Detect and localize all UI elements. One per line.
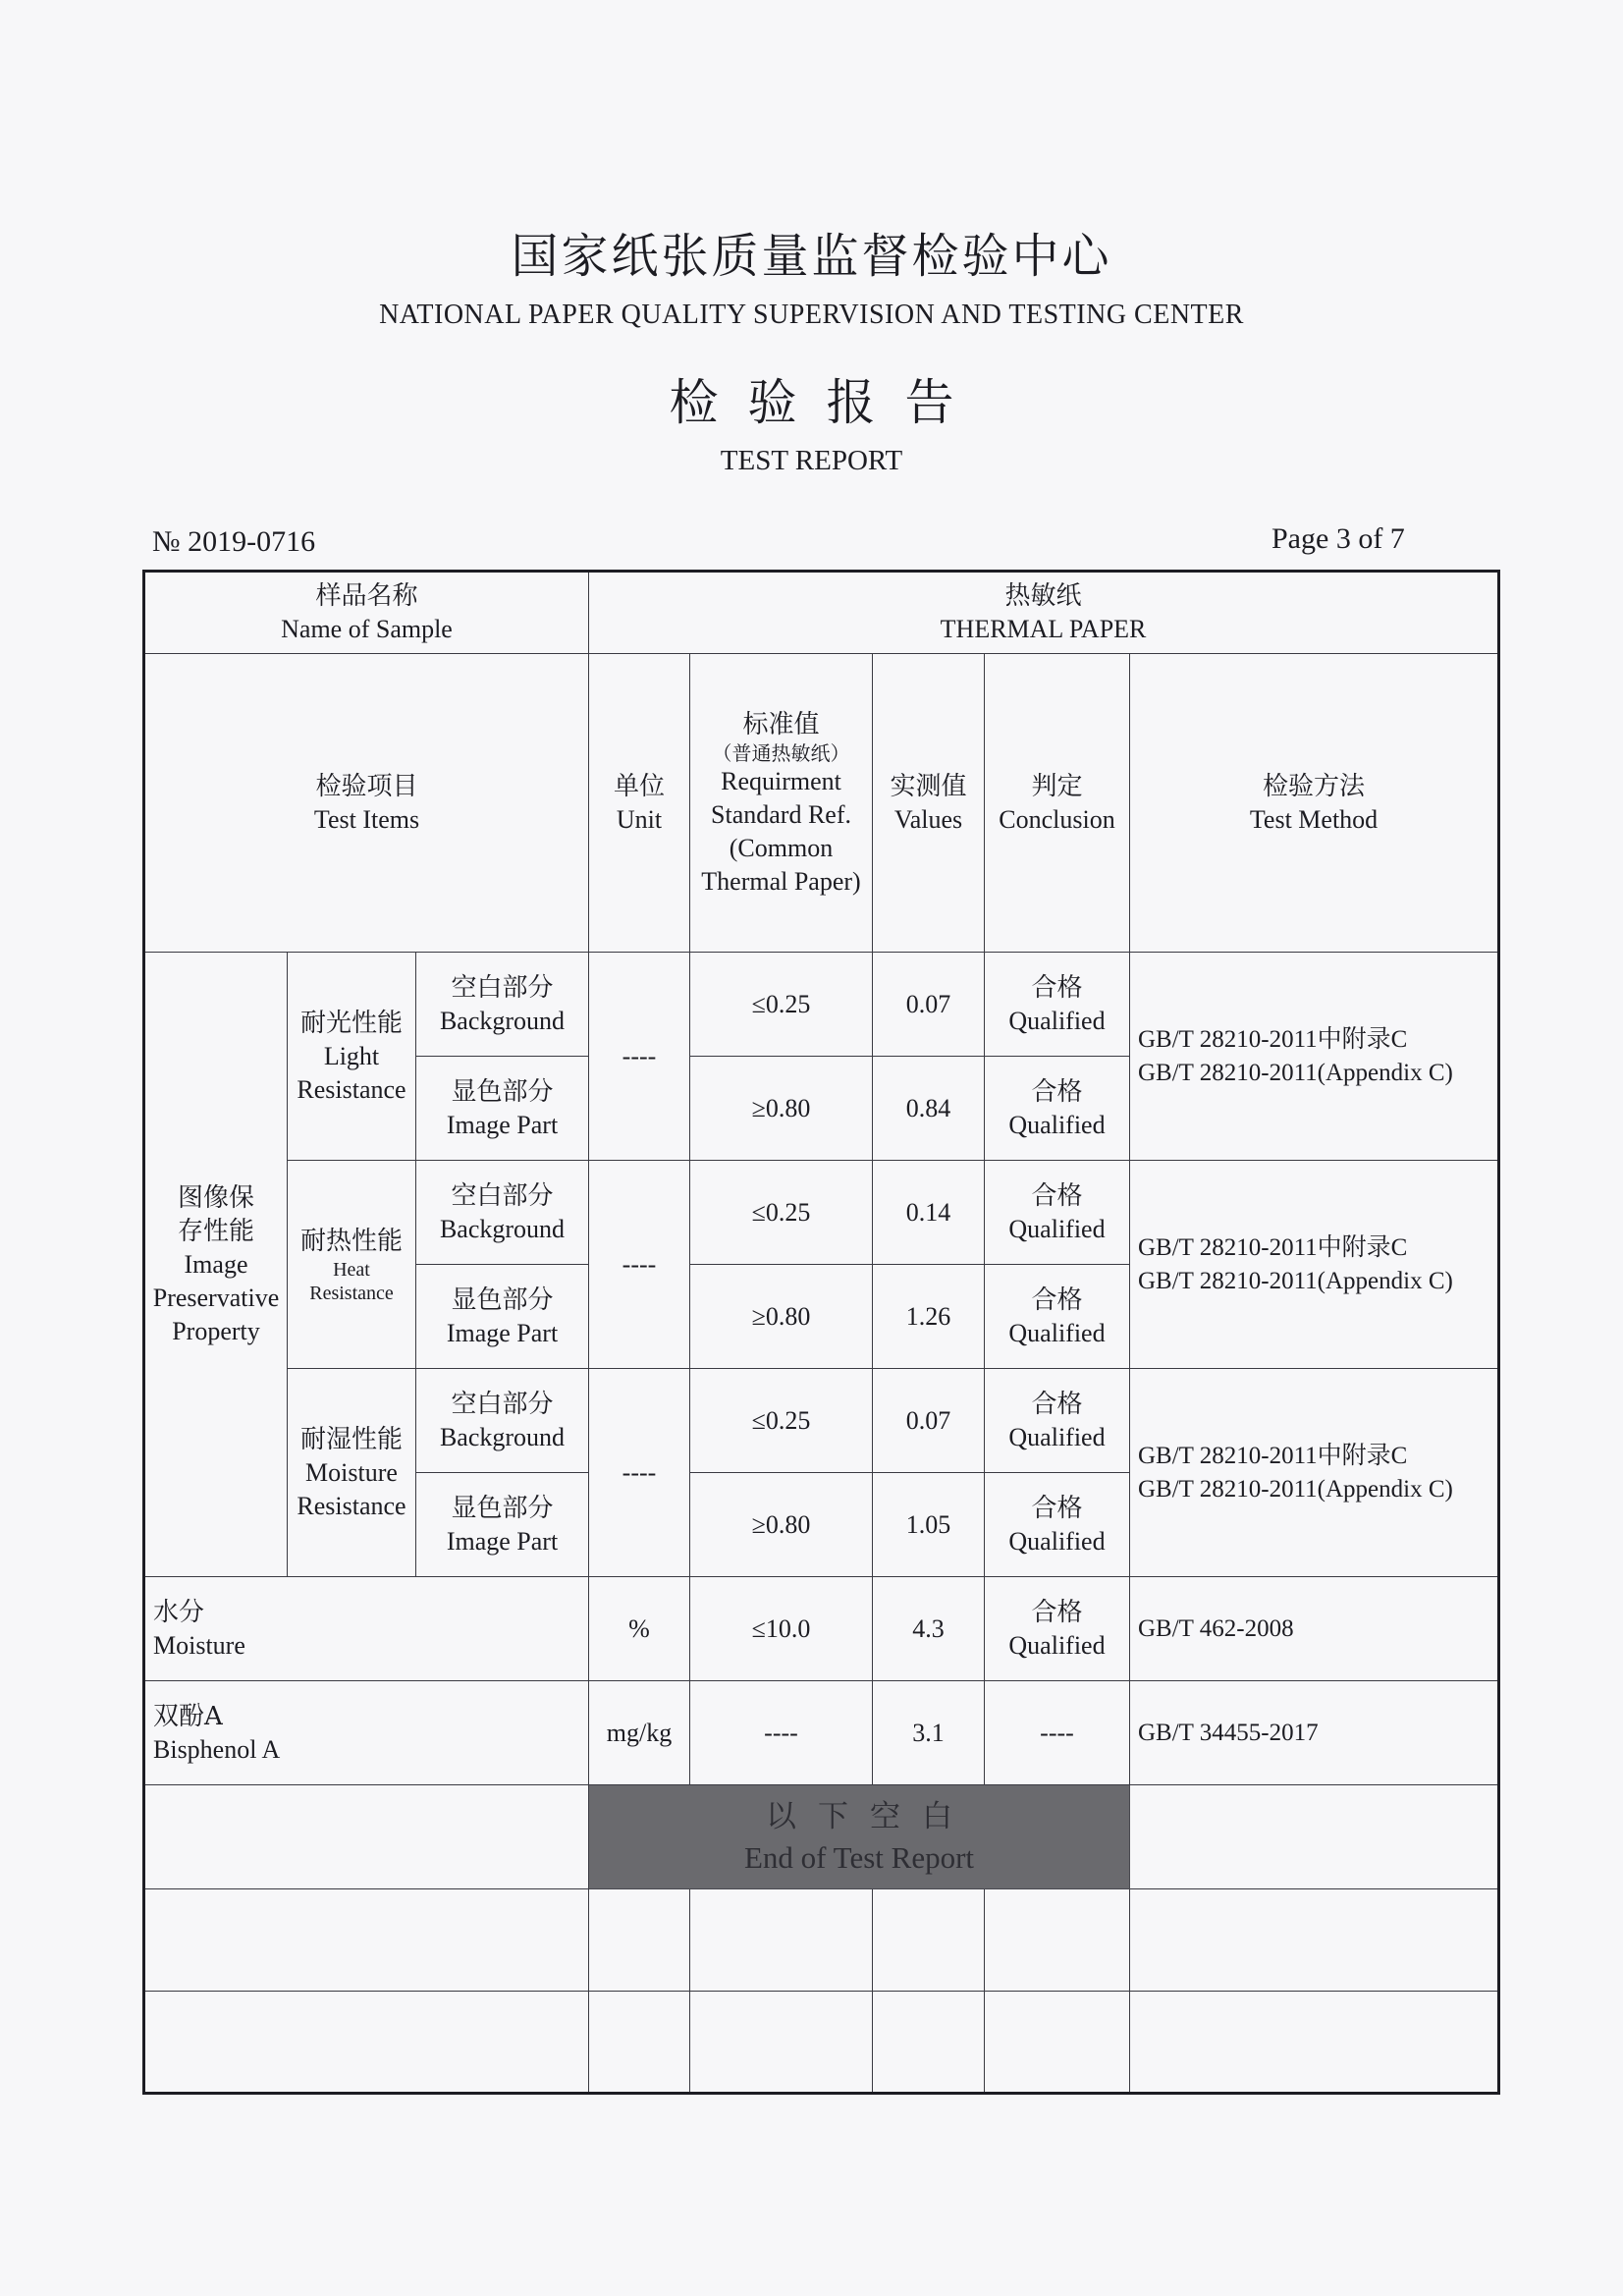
method-line-1: GB/T 28210-2011中附录C — [1138, 1442, 1408, 1469]
group-en-2: Preservative — [152, 1283, 280, 1312]
report-title-en: TEST REPORT — [720, 445, 903, 476]
empty-cell — [1130, 1992, 1499, 2094]
col-method-en: Test Method — [1249, 804, 1379, 834]
group-cn-1: 图像保 — [177, 1182, 254, 1213]
subgroup-en-2: Resistance — [297, 1074, 406, 1104]
part-cell — [416, 1161, 589, 1265]
conclusion-cn: 合格 — [1031, 1076, 1083, 1107]
empty-cell — [690, 1889, 873, 1992]
standard-cell: ≤0.25 — [690, 953, 873, 1057]
unit-cell: ---- — [589, 1161, 690, 1369]
column-header-row — [144, 654, 1499, 953]
conclusion-cell — [985, 1577, 1130, 1681]
sample-label-cell — [144, 572, 589, 654]
method-line-1: GB/T 28210-2011中附录C — [1138, 1025, 1408, 1053]
part-en: Background — [439, 1006, 566, 1035]
subgroup-en-1: Light — [323, 1041, 380, 1070]
value-cell: 4.3 — [873, 1577, 985, 1681]
method-line-2: GB/T 28210-2011(Appendix C) — [1138, 1475, 1453, 1503]
conclusion-cn: 合格 — [1031, 1389, 1083, 1419]
part-cn: 空白部分 — [451, 972, 554, 1003]
method-line-1: GB/T 28210-2011中附录C — [1138, 1233, 1408, 1261]
conclusion-cell — [985, 1161, 1130, 1265]
conclusion-cn: 合格 — [1031, 1493, 1083, 1523]
empty-cell — [589, 1889, 690, 1992]
group-image-preservative — [144, 953, 288, 1577]
table-row — [144, 1161, 1499, 1265]
report-title-cn: 检验报告 — [669, 374, 984, 431]
value-cell: 1.26 — [873, 1265, 985, 1369]
standard-cell: ≤0.25 — [690, 1369, 873, 1473]
subgroup-cn: 耐湿性能 — [299, 1424, 403, 1454]
subgroup-en-1: Moisture — [305, 1457, 398, 1487]
col-test-items-en: Test Items — [313, 804, 420, 834]
blank-row — [144, 1889, 1499, 1992]
part-cell — [416, 1473, 589, 1577]
conclusion-cell — [985, 1265, 1130, 1369]
test-results-table — [142, 570, 1500, 2095]
empty-cell — [589, 1992, 690, 2094]
part-cell — [416, 1057, 589, 1161]
unit-cell: ---- — [589, 953, 690, 1161]
subgroup-light — [288, 953, 416, 1161]
conclusion-cn: 合格 — [1031, 1285, 1083, 1315]
subgroup-moisture — [288, 1369, 416, 1577]
part-cell — [416, 1369, 589, 1473]
empty-cell — [1130, 1889, 1499, 1992]
end-cn: 以下空白 — [766, 1798, 974, 1834]
col-test-items-cn: 检验项目 — [315, 771, 418, 801]
col-standard-en-3: (Common — [729, 833, 834, 862]
part-en: Image Part — [446, 1318, 559, 1347]
bpa-en: Bisphenol A — [153, 1734, 281, 1764]
empty-cell — [144, 1785, 589, 1889]
sample-value-cn: 热敏纸 — [1004, 581, 1082, 611]
subgroup-cn: 耐光性能 — [299, 1008, 403, 1038]
part-en: Image Part — [446, 1110, 559, 1139]
conclusion-en: Qualified — [1008, 1318, 1106, 1347]
col-values-cn: 实测值 — [890, 771, 967, 801]
conclusion-cn: 合格 — [1031, 1597, 1083, 1627]
conclusion-en: Qualified — [1008, 1630, 1106, 1660]
conclusion-cell — [985, 1473, 1130, 1577]
sample-label-en: Name of Sample — [281, 615, 453, 643]
table-row — [144, 1681, 1499, 1785]
bpa-cn: 双酚A — [153, 1701, 223, 1731]
org-name-en: NATIONAL PAPER QUALITY SUPERVISION AND TESTING CENTER — [379, 300, 1244, 330]
value-cell: 0.14 — [873, 1161, 985, 1265]
unit-cell: % — [589, 1577, 690, 1681]
conclusion-cn: 合格 — [1031, 972, 1083, 1003]
blank-row — [144, 1992, 1499, 2094]
conclusion-cell — [985, 953, 1130, 1057]
method-cell: GB/T 462-2008 — [1130, 1577, 1499, 1681]
empty-cell — [144, 1889, 589, 1992]
col-standard-en-2: Standard Ref. — [711, 799, 851, 829]
standard-cell: ≤0.25 — [690, 1161, 873, 1265]
part-cn: 显色部分 — [451, 1493, 554, 1523]
subgroup-en-1: Heat — [333, 1258, 370, 1281]
col-unit-en: Unit — [616, 804, 663, 834]
value-cell: 3.1 — [873, 1681, 985, 1785]
empty-cell — [985, 1992, 1130, 2094]
col-method-cn: 检验方法 — [1263, 771, 1366, 801]
part-cn: 显色部分 — [451, 1076, 554, 1107]
col-test-items — [144, 654, 589, 953]
col-conclusion-cn: 判定 — [1031, 771, 1083, 801]
col-standard-cn-sub: （普通热敏纸） — [712, 740, 850, 765]
subgroup-en-2: Resistance — [297, 1491, 406, 1520]
standard-cell: ≥0.80 — [690, 1473, 873, 1577]
col-standard — [690, 654, 873, 953]
col-conclusion-en: Conclusion — [999, 804, 1115, 834]
method-cell — [1130, 953, 1499, 1161]
col-conclusion — [985, 654, 1130, 953]
col-method — [1130, 654, 1499, 953]
end-en: End of Test Report — [743, 1839, 975, 1875]
org-name-cn: 国家纸张质量监督检验中心 — [511, 229, 1112, 284]
sample-value-en: THERMAL PAPER — [940, 615, 1147, 643]
conclusion-en: Qualified — [1008, 1214, 1106, 1243]
col-standard-cn: 标准值 — [742, 709, 820, 739]
table-row — [144, 1577, 1499, 1681]
method-cell — [1130, 1369, 1499, 1577]
standard-cell: ---- — [690, 1681, 873, 1785]
moisture-cn: 水分 — [153, 1597, 205, 1627]
empty-cell — [144, 1992, 589, 2094]
unit-cell: mg/kg — [589, 1681, 690, 1785]
part-cell — [416, 953, 589, 1057]
part-cn: 显色部分 — [451, 1285, 554, 1315]
part-en: Background — [439, 1214, 566, 1243]
standard-cell: ≥0.80 — [690, 1057, 873, 1161]
value-cell: 0.07 — [873, 1369, 985, 1473]
conclusion-cell: ---- — [985, 1681, 1130, 1785]
empty-cell — [1130, 1785, 1499, 1889]
col-standard-en-4: Thermal Paper) — [701, 866, 861, 896]
col-values-en: Values — [893, 804, 963, 834]
empty-cell — [873, 1889, 985, 1992]
group-en-3: Property — [172, 1316, 260, 1345]
conclusion-en: Qualified — [1008, 1422, 1106, 1451]
value-cell: 1.05 — [873, 1473, 985, 1577]
subgroup-heat — [288, 1161, 416, 1369]
conclusion-cn: 合格 — [1031, 1180, 1083, 1211]
part-cell — [416, 1265, 589, 1369]
unit-cell: ---- — [589, 1369, 690, 1577]
standard-cell: ≥0.80 — [690, 1265, 873, 1369]
empty-cell — [985, 1889, 1130, 1992]
sample-label-cn: 样品名称 — [315, 581, 418, 611]
method-cell — [1130, 1161, 1499, 1369]
table-row — [144, 1369, 1499, 1473]
col-values — [873, 654, 985, 953]
conclusion-en: Qualified — [1008, 1006, 1106, 1035]
group-en-1: Image — [184, 1249, 248, 1279]
part-en: Background — [439, 1422, 566, 1451]
method-cell: GB/T 34455-2017 — [1130, 1681, 1499, 1785]
standard-cell: ≤10.0 — [690, 1577, 873, 1681]
conclusion-cell — [985, 1057, 1130, 1161]
value-cell: 0.84 — [873, 1057, 985, 1161]
col-standard-en-1: Requirment — [721, 766, 841, 795]
page-number: Page 3 of 7 — [1271, 522, 1405, 555]
subgroup-cn: 耐热性能 — [299, 1226, 403, 1256]
moisture-item-cell — [144, 1577, 589, 1681]
col-unit — [589, 654, 690, 953]
value-cell: 0.07 — [873, 953, 985, 1057]
method-line-2: GB/T 28210-2011(Appendix C) — [1138, 1267, 1453, 1294]
empty-cell — [690, 1992, 873, 2094]
col-unit-cn: 单位 — [613, 771, 665, 801]
part-cn: 空白部分 — [451, 1389, 554, 1419]
empty-cell — [873, 1992, 985, 2094]
method-line-2: GB/T 28210-2011(Appendix C) — [1138, 1059, 1453, 1086]
part-en: Image Part — [446, 1526, 559, 1556]
group-cn-2: 存性能 — [177, 1216, 254, 1246]
moisture-en: Moisture — [153, 1630, 245, 1660]
table-row — [144, 953, 1499, 1057]
conclusion-cell — [985, 1369, 1130, 1473]
subgroup-en-2: Resistance — [309, 1282, 394, 1304]
conclusion-en: Qualified — [1008, 1110, 1106, 1139]
end-row — [144, 1785, 1499, 1889]
bpa-item-cell — [144, 1681, 589, 1785]
part-cn: 空白部分 — [451, 1180, 554, 1211]
sample-row — [144, 572, 1499, 654]
conclusion-en: Qualified — [1008, 1526, 1106, 1556]
sample-value-cell — [589, 572, 1499, 654]
end-of-report-banner — [589, 1785, 1130, 1889]
report-number: № 2019-0716 — [152, 525, 316, 558]
